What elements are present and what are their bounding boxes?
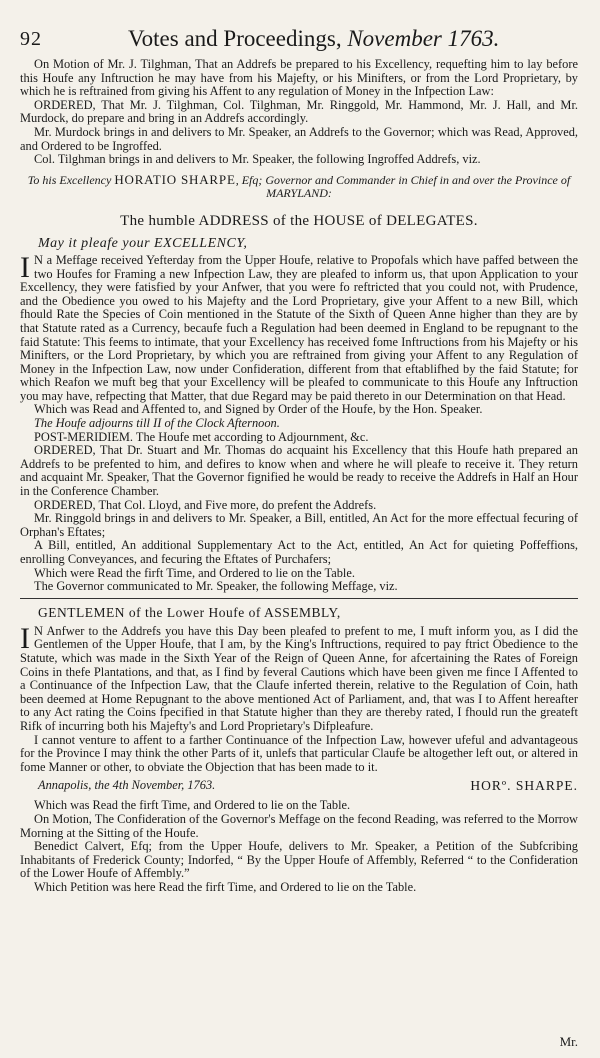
- paragraph-murdock: Mr. Murdock brings in and delivers to Mr. Speaker, an Addrefs to the Governor; which was Read, Approved, and Ordered to be Ingroffed.: [20, 124, 578, 153]
- running-title: Votes and Proceedings, November 1763.: [128, 26, 500, 51]
- paragraph-calvert: Benedict Calvert, Efq; from the Upper Houfe, delivers to Mr. Speaker, a Petition of the Subfcribing Inhabitants of Frederick County; Indorfed, “ By the Upper Houfe of Affembly, Referred “ to the Confideration of the Lower Houfe of Affembly.”: [20, 839, 578, 881]
- paragraph-read: Which were Read the firft Time, and Ordered to lie on the Table.: [34, 565, 355, 580]
- page-number: 92: [20, 28, 42, 50]
- section-rule: [20, 598, 578, 599]
- address-body: I N a Meffage received Yefterday from the Upper Houfe, relative to Propofals which have paffed between the two Houfes for Framing a new Infpection Law, they are pleafed to inform us, that upon Application to your Excellency, they were fatisfied by your Anfwer, that you were fo reftricted that you could not, with Prudence, and the Obedience you owed to his Majefty and the Lord Proprietary, give your Affent to a new Bill, which fhould Rate the Species of Coin mentioned in the Statute of the Sixth of Queen Anne higher than they are by that Statute rated as a Currency, becaufe fuch a Regulation had been deemed in England to be repugnant to the faid Statute: This feems to intimate, that your Excellency has received fome Inftructions from his Majefty or his Minifters, or the Lord Proprietary, by which you are reftrained from giving your Affent to any Regulation of Money in the Infpection Law, now under Confideration, different from that eftablifhed by the faid Statute; for which Reafon we muft beg that your Excellency will be pleafed to communicate to this Houfe any Inftruction you may have, refpecting that Matter, that due Regard may be paid thereto in our Determination on that Head.: [20, 250, 578, 403]
- address-heading: The humble ADDRESS of the HOUSE of DELEGATES.: [120, 212, 478, 229]
- paragraph-read-2: Which was Read the firft Time, and Ordered to lie on the Table.: [34, 798, 351, 813]
- paragraph-ordered-2: ORDERED, That Dr. Stuart and Mr. Thomas do acquaint his Excellency that this Houfe hath prepared an Addrefs to be prefented to him, and defires to know when and where he will pleafe to receive it. They return and acquaint Mr. Speaker, That the Governor fignified he would be ready to receive the Addrefs in Half an Hour in the Conference Chamber.: [20, 443, 578, 499]
- dateline: Annapolis, the 4th November, 1763.: [38, 778, 216, 793]
- catchword: Mr.: [559, 1034, 578, 1049]
- paragraph-petition: Which Petition was here Read the firft Time, and Ordered to lie on the Table.: [34, 879, 417, 894]
- paragraph-ordered-1: ORDERED, That Mr. J. Tilghman, Col. Tilghman, Mr. Ringgold, Mr. Hammond, Mr. J. Hall, and Mr. Murdock, do prepare and bring in an Addrefs accordingly.: [20, 97, 578, 126]
- address-recipient: To his Excellency HORATIO SHARPE, Efq; Governor and Commander in Chief in and over the Province of MARYLAND:: [27, 171, 571, 201]
- message-body-2: I cannot venture to affent to a farther Continuance of the Infpection Law, however ufeful and advantageous for the Province I may think the other Parts of it, unlefs that particular Claufe be altogether left out, or altered in fome Manner or other, to obviate the Objection that has been made to it.: [20, 732, 578, 774]
- signature-row: [20, 778, 578, 794]
- drop-cap: I: [20, 250, 30, 284]
- paragraph-governor: The Governor communicated to Mr. Speaker, the following Meffage, viz.: [34, 579, 398, 594]
- address-salutation: May it pleafe your EXCELLENCY,: [38, 235, 248, 251]
- paragraph-bill: A Bill, entitled, An additional Supplementary Act to the Act, entitled, An Act for quieting Poffeffions, enrolling Conveyances, and fecuring the Eftates of Purchafers;: [20, 538, 578, 566]
- paragraph-ordered-3: ORDERED, That Col. Lloyd, and Five more, do prefent the Addrefs.: [34, 497, 377, 512]
- paragraph-tilghman: Col. Tilghman brings in and delivers to Mr. Speaker, the following Ingroffed Addrefs, viz.: [34, 152, 481, 167]
- signature: HORº. SHARPE.: [470, 778, 578, 794]
- message-salutation: GENTLEMEN of the Lower Houfe of ASSEMBLY,: [38, 604, 341, 620]
- paragraph-motion: On Motion of Mr. J. Tilghman, That an Addrefs be prepared to his Excellency, requefting him to lay before this Houfe any Inftruction he may have from his Majefty, or his Minifters, or from the Lord Proprietary, by which he is reftrained from giving his Affent to any regulation of Money in the Infpection Law:: [20, 57, 578, 99]
- paragraph-signed: Which was Read and Affented to, and Signed by Order of the Houfe, by the Hon. Speaker.: [34, 402, 483, 417]
- drop-cap-2: I: [20, 621, 30, 655]
- paragraph-on-motion: On Motion, The Confideration of the Governor's Meffage on the fecond Reading, was referred to the Morrow Morning at the Sitting of the Houfe.: [20, 811, 578, 840]
- paragraph-adjourns: The Houfe adjourns till II of the Clock Afternoon.: [34, 416, 280, 431]
- page-header: [20, 26, 578, 58]
- message-body: I N Anfwer to the Addrefs you have this Day been pleafed to prefent to me, I muft inform you, as I did the Gentlemen of the Upper Houfe, that I am, by the King's Inftructions, required to pay ftrict Obedience to the Statute, which was made in the Sixth Year of the Reign of Queen Anne, for afcertaining the Rates of Foreign Coins in thefe Plantations, and that, as I find by feveral Cautions which have been given me fince I Affented to a Continuance of the Infpection Law, that the Claufe inferted therein, relative to the Regulation of Coin, hath been deemed at Home Repugnant to the above mentioned Act of Parliament, and, that was I to Affent hereafter to any Act rating the Coins fpecified in that Statute higher than they are thereby rated, I fhould run the greateft Rifk of incurring both his Majefty's and Lord Proprietary's Difpleafure.: [20, 621, 578, 733]
- paragraph-ringgold: Mr. Ringgold brings in and delivers to Mr. Speaker, a Bill, entitled, An Act for the more effectual fecuring of Orphan's Eftates;: [20, 511, 578, 539]
- paragraph-post-meridiem: POST-MERIDIEM. The Houfe met according to Adjournment, &c.: [34, 429, 369, 444]
